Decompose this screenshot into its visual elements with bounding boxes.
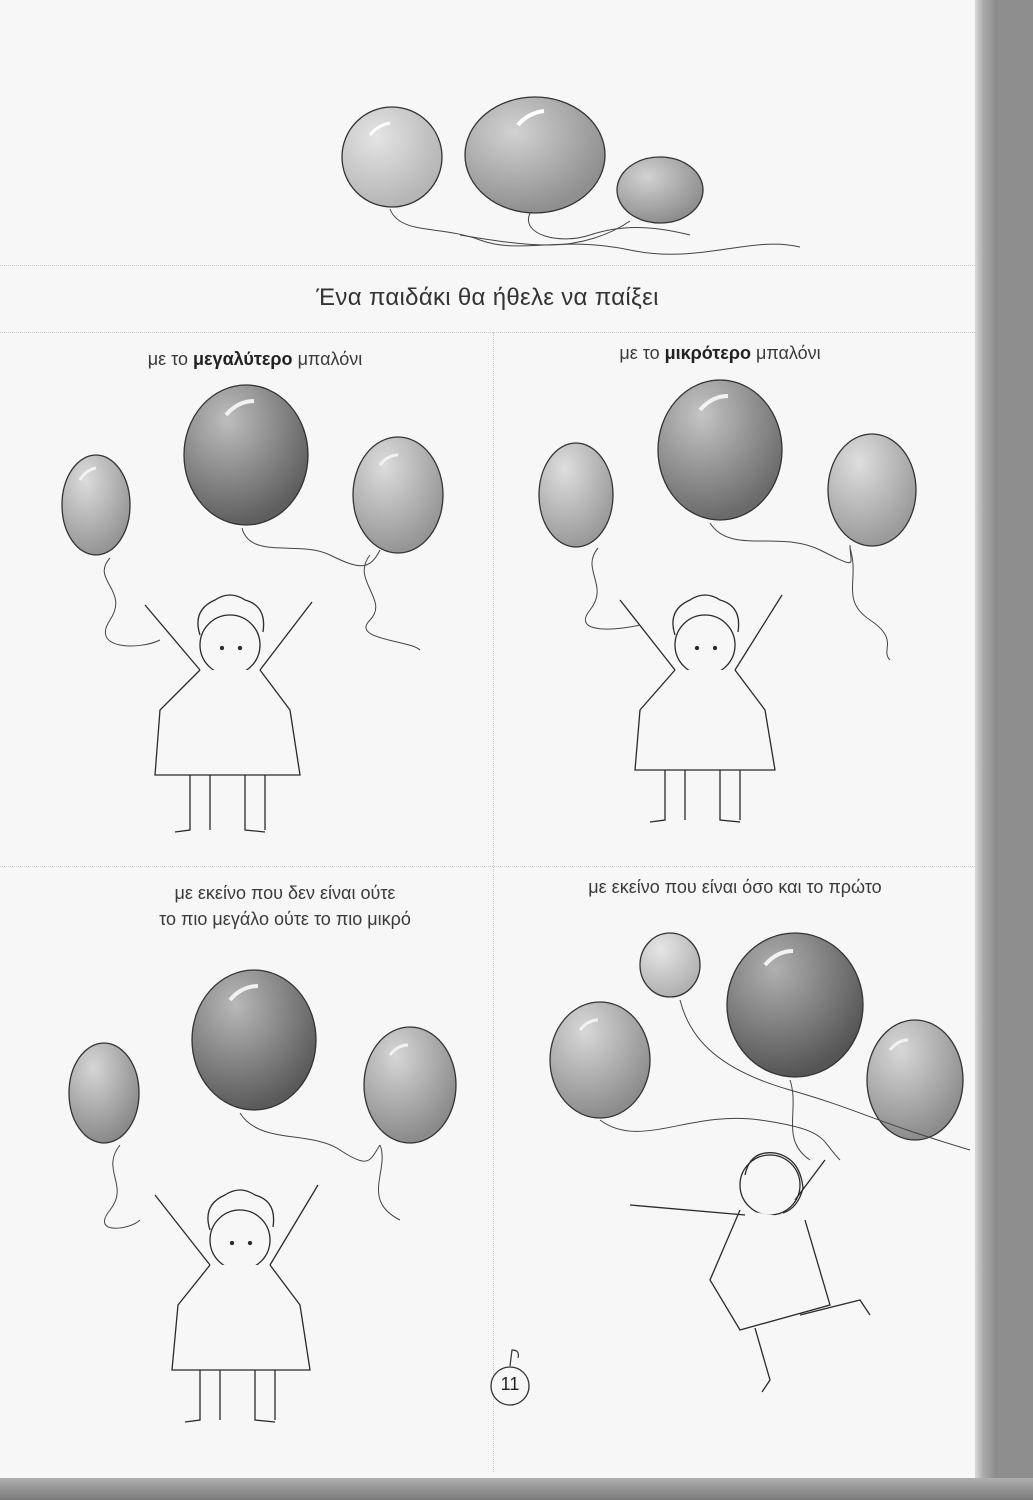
balloon	[342, 107, 442, 207]
panel-4-illustration	[540, 920, 980, 1450]
caption-prefix: με το	[619, 343, 665, 363]
caption-bold: μεγαλύτερο	[193, 349, 293, 369]
divider-top	[0, 265, 975, 266]
balloon	[364, 1027, 456, 1143]
balloon	[62, 455, 130, 555]
child-figure	[620, 595, 782, 822]
header-balloons-illustration	[330, 85, 830, 265]
balloon	[658, 380, 782, 520]
divider-title	[0, 332, 975, 333]
child-figure	[155, 1185, 318, 1422]
balloon	[192, 970, 316, 1110]
balloon	[539, 443, 613, 547]
balloon	[867, 1020, 963, 1140]
caption-line-1: με εκείνο που δεν είναι ούτε	[174, 883, 396, 903]
page-number-badge	[482, 1346, 538, 1406]
caption-suffix: μπαλόνι	[292, 349, 363, 369]
divider-vertical	[493, 332, 494, 1472]
caption-panel-4	[520, 874, 950, 900]
panel-3-illustration	[60, 960, 480, 1440]
child-figure	[630, 1153, 870, 1392]
balloon	[828, 434, 916, 546]
page-bottom-edge	[0, 1478, 1033, 1500]
page-title: Ένα παιδάκι θα ήθελε να παίξει	[316, 284, 659, 311]
caption-line-1: με εκείνο που είναι όσο και το πρώτο	[588, 877, 882, 897]
panel-2-illustration	[520, 370, 940, 840]
balloon	[184, 385, 308, 525]
balloon	[69, 1043, 139, 1143]
panel-1-illustration	[50, 380, 470, 850]
caption-prefix: με το	[147, 349, 193, 369]
balloon	[640, 933, 700, 997]
caption-bold: μικρότερο	[664, 343, 751, 363]
caption-suffix: μπαλόνι	[750, 343, 821, 363]
caption-panel-3	[100, 880, 470, 932]
balloon	[550, 1002, 650, 1118]
divider-middle	[0, 866, 975, 867]
caption-panel-1	[80, 346, 430, 372]
page-number: 11	[500, 1374, 520, 1394]
balloon	[617, 157, 703, 223]
child-figure	[145, 595, 312, 832]
caption-line-2: το πιο μεγάλο ούτε το πιο μικρό	[159, 909, 411, 929]
balloon	[727, 933, 863, 1077]
caption-panel-2	[540, 340, 900, 366]
